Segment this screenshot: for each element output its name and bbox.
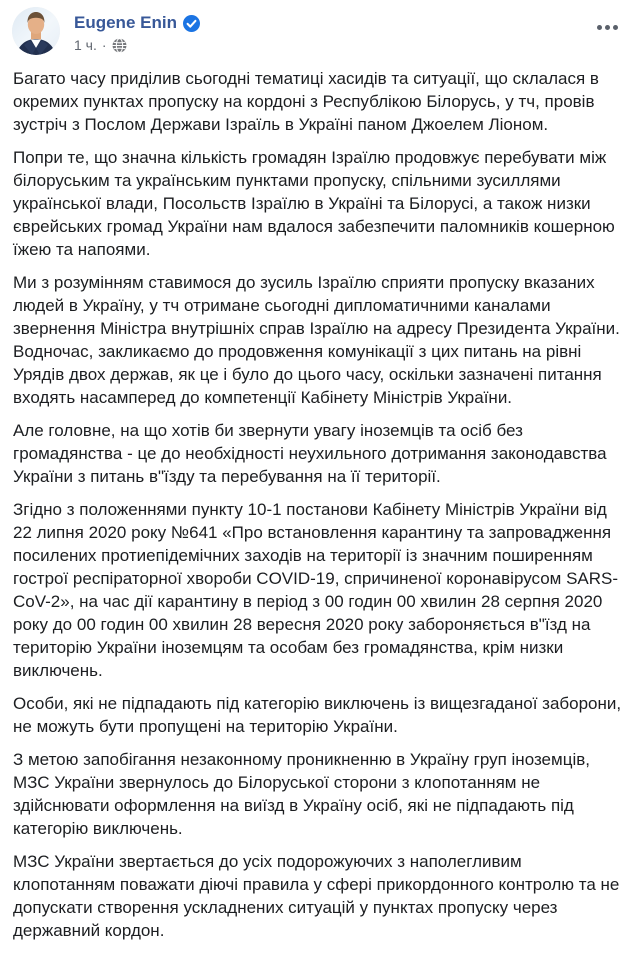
- post-paragraph: Багато часу приділив сьогодні тематиці хасидів та ситуації, що склалася в окремих пунктах пропуску на кордоні з Республікою Білорусь, у тч, провів зустріч з Послом Держави Ізраїль в Україні паном Джоелем Ліоном.: [13, 69, 599, 134]
- avatar-illustration: [12, 7, 60, 55]
- post-paragraph: З метою запобігання незаконному проникненню в Україну груп іноземців, МЗС України звернулось до Білоруської сторони з клопотанням не здійснювати оформлення на виїзд в Україну осіб, які не підпадають під категорію виключень.: [13, 750, 590, 838]
- post-paragraph: Ми з розумінням ставимося до зусиль Ізраїлю сприяти пропуску вказаних людей в Україну, у тч отримане сьогодні дипломатичними каналами звернення Міністра внутрішніх справ Ізраїлю на адресу Президента України. Водночас, закликаємо до продовження комунікації з цих питань на рівні Урядів двох держав, як це і було до цього часу, оскільки зазначені питання входять насамперед до компетенції Кабінету Міністрів України.: [13, 273, 620, 407]
- post-paragraph: Але головне, на що хотів би звернути увагу іноземців та осіб без громадянства - це до необхідності неухильного дотримання законодавства України з питань в"їзду та перебування на її території.: [13, 421, 607, 486]
- ellipsis-icon: [597, 25, 618, 30]
- meta-separator: ·: [101, 36, 107, 53]
- timestamp-link[interactable]: 1 ч.: [74, 36, 97, 53]
- author-name-link[interactable]: Eugene Enin: [74, 13, 177, 32]
- post-header-info: [74, 7, 200, 53]
- avatar[interactable]: [12, 7, 60, 55]
- post-paragraph: Попри те, що значна кількість громадян Ізраїлю продовжує перебувати між білоруським та українським пунктами пропуску, спільними зусиллями української влади, Посольств Ізраїлю в Україні та Білорусі, а також низки єврейських громад України нам вдалося забезпечити паломників кошерною їжею та напоями.: [13, 148, 615, 259]
- post-paragraph: Особи, які не підпадають під категорію виключень із вищезгаданої заборони, не можуть бути пропущені на територію України.: [13, 694, 622, 736]
- author-name-row: [74, 14, 200, 33]
- post-paragraph: Згідно з положеннями пункту 10-1 постанови Кабінету Міністрів України від 22 липня 2020 року №641 «Про встановлення карантину та запровадження посилених протиепідемічних заходів на території із значним поширенням гострої респіраторної хвороби COVID-19, спричиненої коронавірусом SARS-CoV-2», на час дії карантину в період з 00 годин 00 хвилин 28 серпня 2020 року до 00 годин 00 хвилин 28 вересня 2020 року забороняється в"їзд на територію України іноземцям та особам без громадянства, крім низки виключень.: [13, 500, 619, 680]
- post-body: [0, 67, 636, 954]
- post-paragraph: МЗС України звертається до усіх подорожуючих з наполегливим клопотанням поважати діючі правила у сфері прикордонного контролю та не допускати створення ускладнених ситуацій у пунктах пропуску через державний кордон.: [13, 852, 620, 940]
- verified-badge-icon: [183, 15, 200, 32]
- globe-icon: [112, 38, 127, 53]
- post-header: [0, 0, 636, 67]
- post-meta: [74, 37, 200, 54]
- post-options-button[interactable]: [593, 12, 622, 39]
